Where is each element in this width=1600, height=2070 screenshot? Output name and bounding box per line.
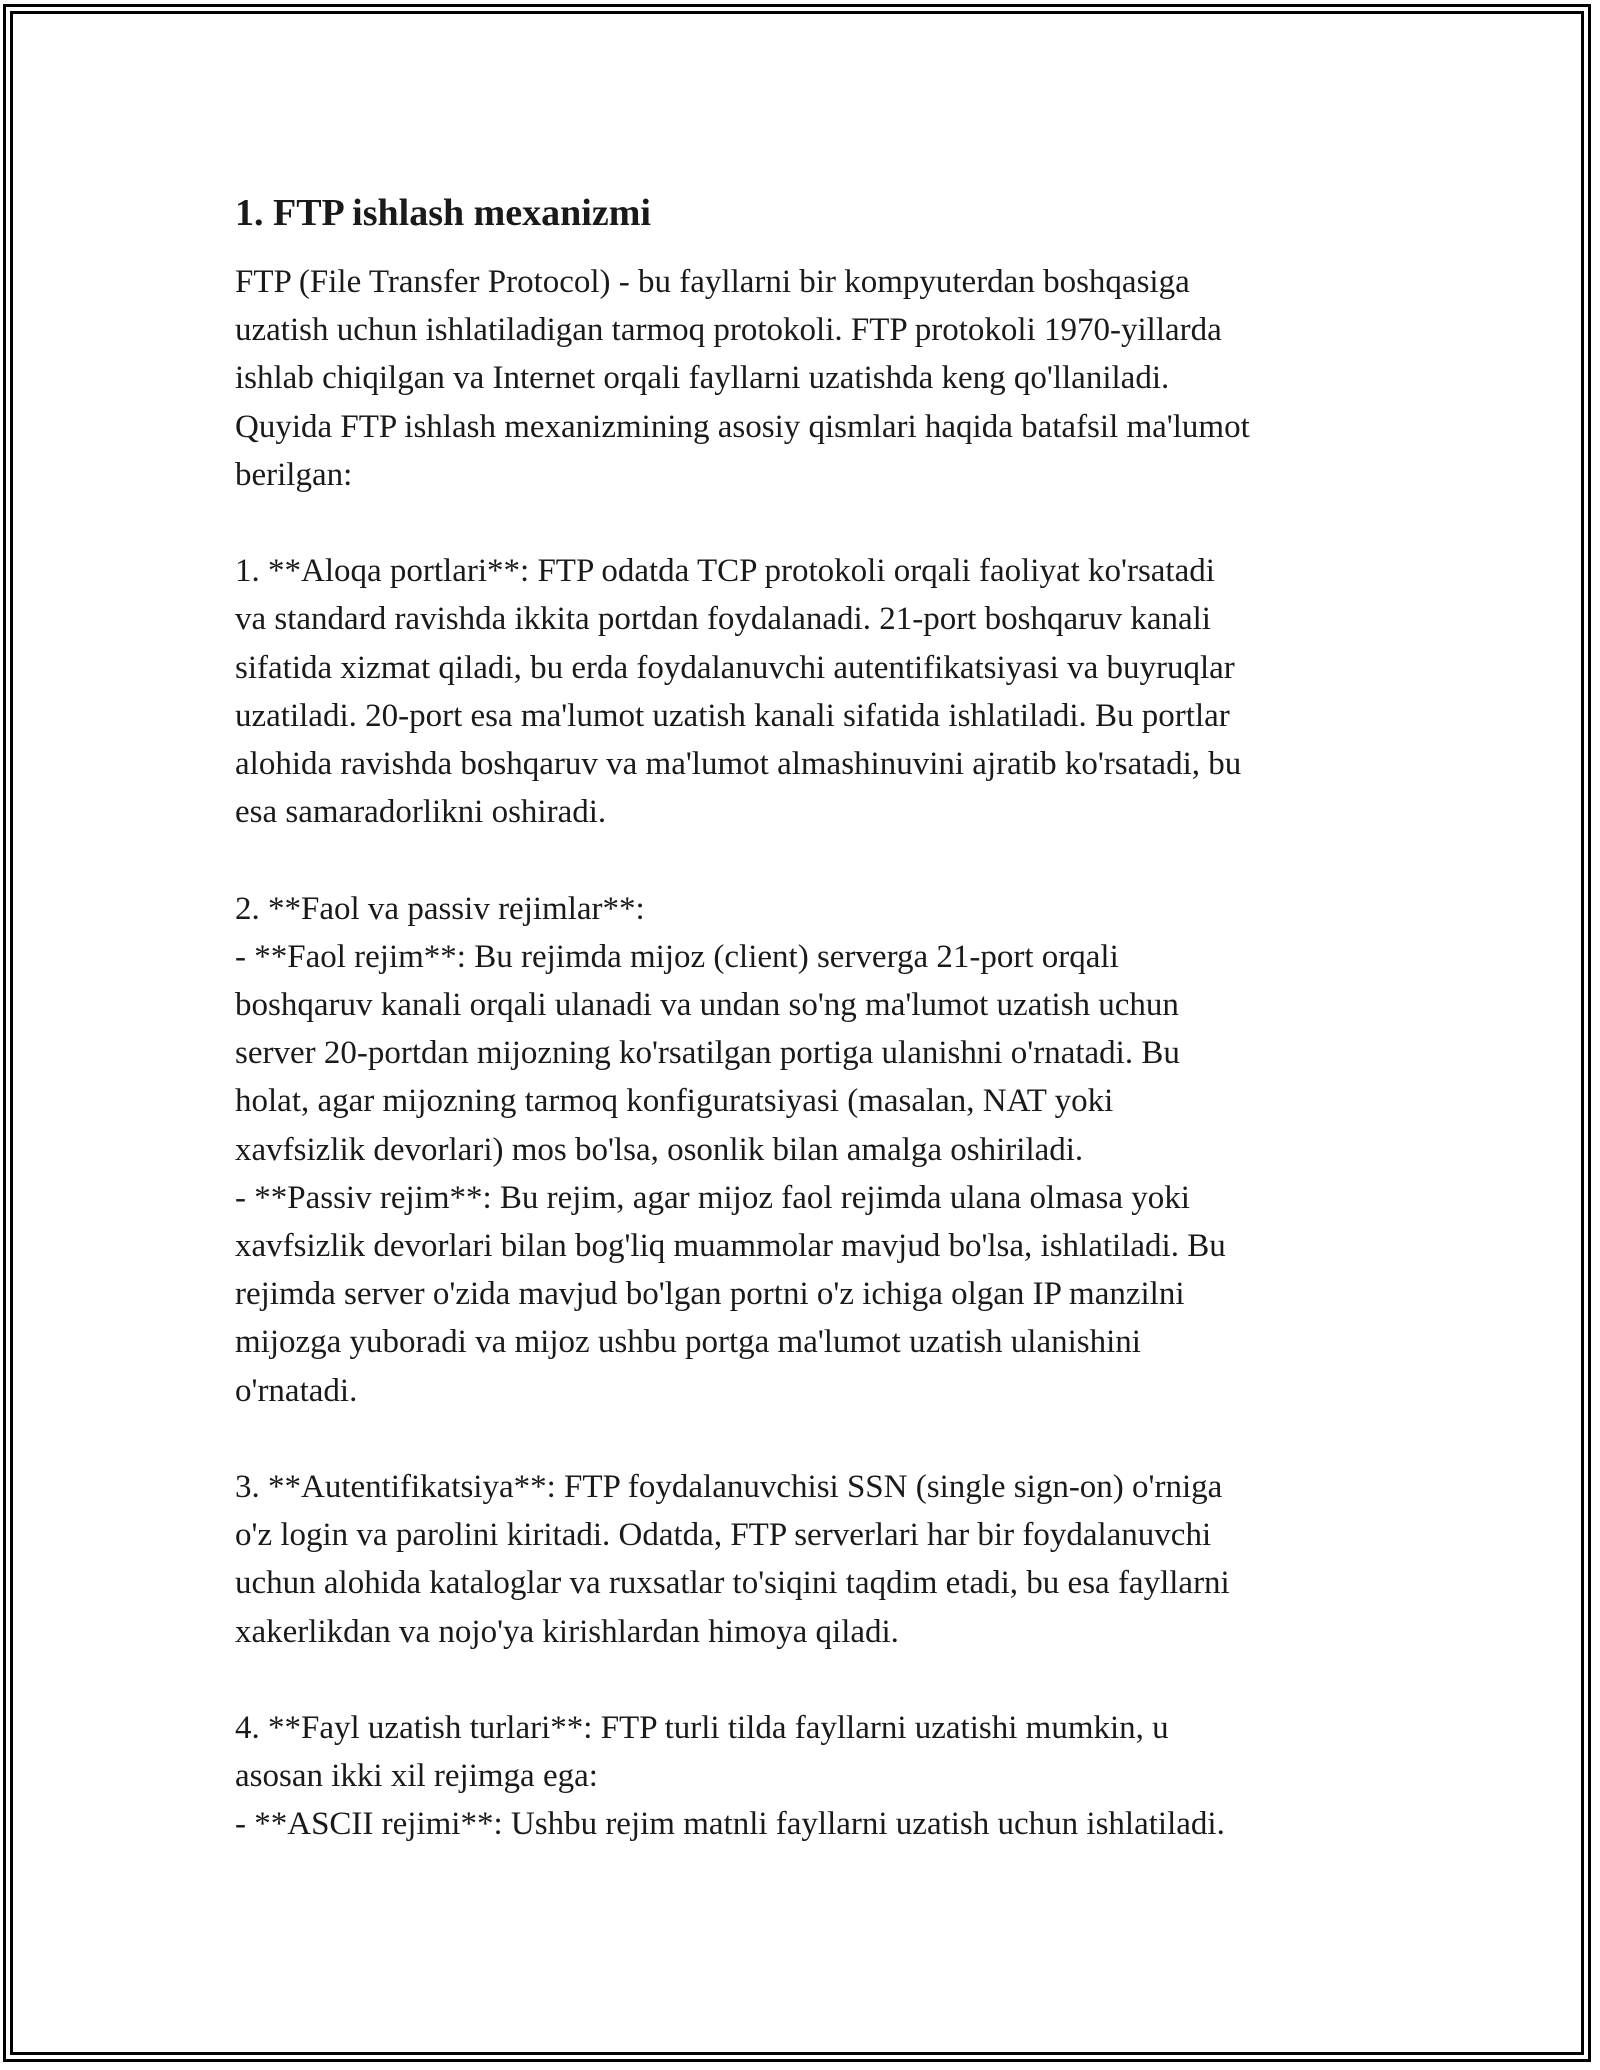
- list-item-ports: 1. **Aloqa portlari**: FTP odatda TCP protokoli orqali faoliyat ko'rsatadi va standard ravishda ikkita portdan foydalanadi. 21-port boshqaruv kanali sifatida xizmat qiladi, bu erda foydalanuvchi autentifikatsiyasi va buyruqlar uzatiladi. 20-port esa ma'lumot uzatish kanali sifatida ishlatiladi. Bu portlar alohida ravishda boshqaruv va ma'lumot almashinuvini ajratib ko'rsatadi, bu esa samaradorlikni oshiradi.: [235, 553, 1242, 831]
- intro-paragraph: FTP (File Transfer Protocol) - bu fayllarni bir kompyuterdan boshqasiga uzatish uchun ishlatiladigan tarmoq protokoli. FTP protokoli 1970-yillarda ishlab chiqilgan va Internet orqali fayllarni uzatishda keng qo'llaniladi. Quyida FTP ishlash mexanizmining asosiy qismlari haqida batafsil ma'lumot berilgan:: [235, 264, 1250, 493]
- list-item-modes: 2. **Faol va passiv rejimlar**: - **Faol rejim**: Bu rejimda mijoz (client) serverga 21-port orqali boshqaruv kanali orqali ulanadi va undan so'ng ma'lumot uzatish uchun server 20-portdan mijozning ko'rsatilgan portiga ulanishni o'rnatadi. Bu holat, agar mijozning tarmoq konfiguratsiyasi (masalan, NAT yoki xavfsizlik devorlari) mos bo'lsa, osonlik bilan amalga oshiriladi. - **Passiv rejim**: Bu rejim, agar mijoz faol rejimda ulana olmasa yoki xavfsizlik devorlari bilan bog'liq muammolar mavjud bo'lsa, ishlatiladi. Bu rejimda server o'zida mavjud bo'lgan portni o'z ichiga olgan IP manzilni mijozga yuboradi va mijoz ushbu portga ma'lumot uzatish ulanishini o'rnatadi.: [235, 890, 1226, 1409]
- paragraph-spacer: [235, 1415, 1395, 1463]
- list-item-transfer-types: 4. **Fayl uzatish turlari**: FTP turli tilda fayllarni uzatishi mumkin, u asosan ikki xil rejimga ega: - **ASCII rejimi**: Ushbu rejim matnli fayllarni uzatish uchun ishlatiladi.: [235, 1710, 1225, 1843]
- section-heading: 1. FTP ishlash mexanizmi: [235, 192, 651, 234]
- paragraph-spacer: [235, 836, 1395, 884]
- paragraph-spacer: [235, 1656, 1395, 1704]
- list-item-authentication: 3. **Autentifikatsiya**: FTP foydalanuvchisi SSN (single sign-on) o'rniga o'z login va parolini kiritadi. Odatda, FTP serverlari har bir foydalanuvchi uchun alohida kataloglar va ruxsatlar to'siqini taqdim etadi, bu esa fayllarni xakerlikdan va nojo'ya kirishlardan himoya qiladi.: [235, 1469, 1230, 1650]
- document-body: [235, 188, 1395, 1849]
- paragraph-spacer: [235, 499, 1395, 547]
